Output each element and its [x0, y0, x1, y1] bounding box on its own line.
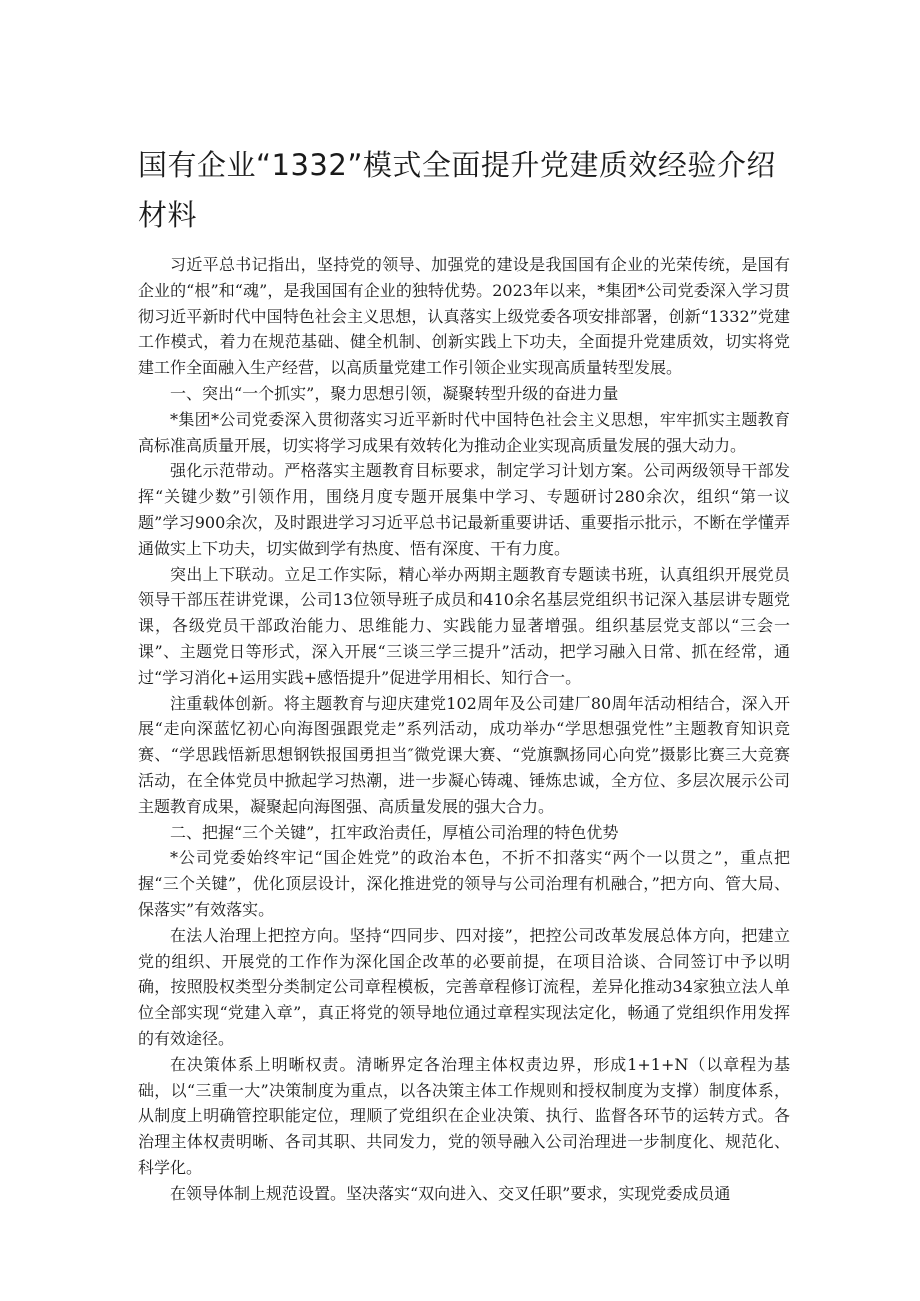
paragraph: *集团*公司党委深入贯彻落实习近平新时代中国特色社会主义思想，牢牢抓实主题教育高标准高质量开展，切实将学习成果有效转化为推动企业实现高质量发展的强大动力。: [138, 409, 790, 455]
paragraph: 在决策体系上明晰权责。清晰界定各治理主体权责边界，形成1+1+N（以章程为基础，以“三重一大”决策制度为重点，以各决策主体工作规则和授权制度为支撑）制度体系，从制度上明确管控职能定位，理顺了党组织在企业决策、执行、监督各环节的运转方式。各治理主体权责明晰、各司其职、共同发力，党的领导融入公司治理进一步制度化、规范化、科学化。: [138, 1054, 790, 1177]
paragraph-intro: 习近平总书记指出，坚持党的领导、加强党的建设是我国国有企业的光荣传统，是国有企业的“根”和“魂”，是我国国有企业的独特优势。2023年以来，*集团*公司党委深入学习贯彻习近平新时代中国特色社会主义思想，认真落实上级党委各项安排部署，创新“1332”党建工作模式，着力在规范基础、健全机制、创新实践上下功夫，全面提升党建质效，切实将党建工作全面融入生产经营，以高质量党建工作引领企业实现高质量转型发展。: [138, 255, 790, 378]
paragraph: 注重载体创新。将主题教育与迎庆建党102周年及公司建厂80周年活动相结合，深入开展“走向深蓝忆初心向海图强跟党走”系列活动，成功举办“学思想强党性”主题教育知识竞赛、“学思践悟新思想钢铁报国勇担当″微党课大赛、“党旗飘扬同心向党”摄影比赛三大竞赛活动，在全体党员中掀起学习热潮，进一步凝心铸魂、锤炼忠诚，全方位、多层次展示公司主题教育成果，凝聚起向海图强、高质量发展的强大合力。: [138, 693, 790, 816]
paragraph: 强化示范带动。严格落实主题教育目标要求，制定学习计划方案。公司两级领导干部发挥“关键少数”引领作用，围绕月度专题开展集中学习、专题研讨280余次，组织“第一议题”学习900余次，及时跟进学习习近平总书记最新重要讲话、重要指示批示，不断在学懂弄通做实上下功夫，切实做到学有热度、悟有深度、干有力度。: [138, 461, 790, 558]
section-heading-2: 二、把握“三个关键”，扛牢政治责任，厚植公司治理的特色优势: [170, 822, 619, 842]
document-body: [138, 252, 790, 1206]
document-title: 国有企业“1332”模式全面提升党建质效经验介绍材料: [138, 148, 776, 232]
section-heading-1: 一、突出“一个抓实”，聚力思想引领，凝聚转型升级的奋进力量: [170, 383, 619, 403]
paragraph: *公司党委始终牢记“国企姓党”的政治本色，不折不扣落实“两个一以贯之”，重点把握“三个关键”，优化顶层设计，深化推进党的领导与公司治理有机融合，”把方向、管大局、保落实”有效落实。: [138, 848, 790, 919]
paragraph: 突出上下联动。立足工作实际，精心举办两期主题教育专题读书班，认真组织开展党员领导干部压茬讲党课，公司13位领导班子成员和410余名基层党组织书记深入基层讲专题党课，各级党员干部政治能力、思维能力、实践能力显著增强。组织基层党支部以“三会一课”、主题党日等形式，深入开展“三谈三学三提升”活动，把学习融入日常、抓在经常，通过“学习消化+运用实践+感悟提升”促进学用相长、知行合一。: [138, 564, 790, 687]
paragraph: 在领导体制上规范设置。坚决落实“双向进入、交叉任职”要求，实现党委成员通: [170, 1183, 731, 1203]
paragraph: 在法人治理上把控方向。坚持“四同步、四对接”，把控公司改革发展总体方向，把建立党的组织、开展党的工作作为深化国企改革的必要前提，在项目洽谈、合同签订中予以明确，按照股权类型分类制定公司章程模板，完善章程修订流程，差异化推动34家独立法人单位全部实现“党建入章”，真正将党的领导地位通过章程实现法定化，畅通了党组织作用发挥的有效途径。: [138, 925, 790, 1048]
